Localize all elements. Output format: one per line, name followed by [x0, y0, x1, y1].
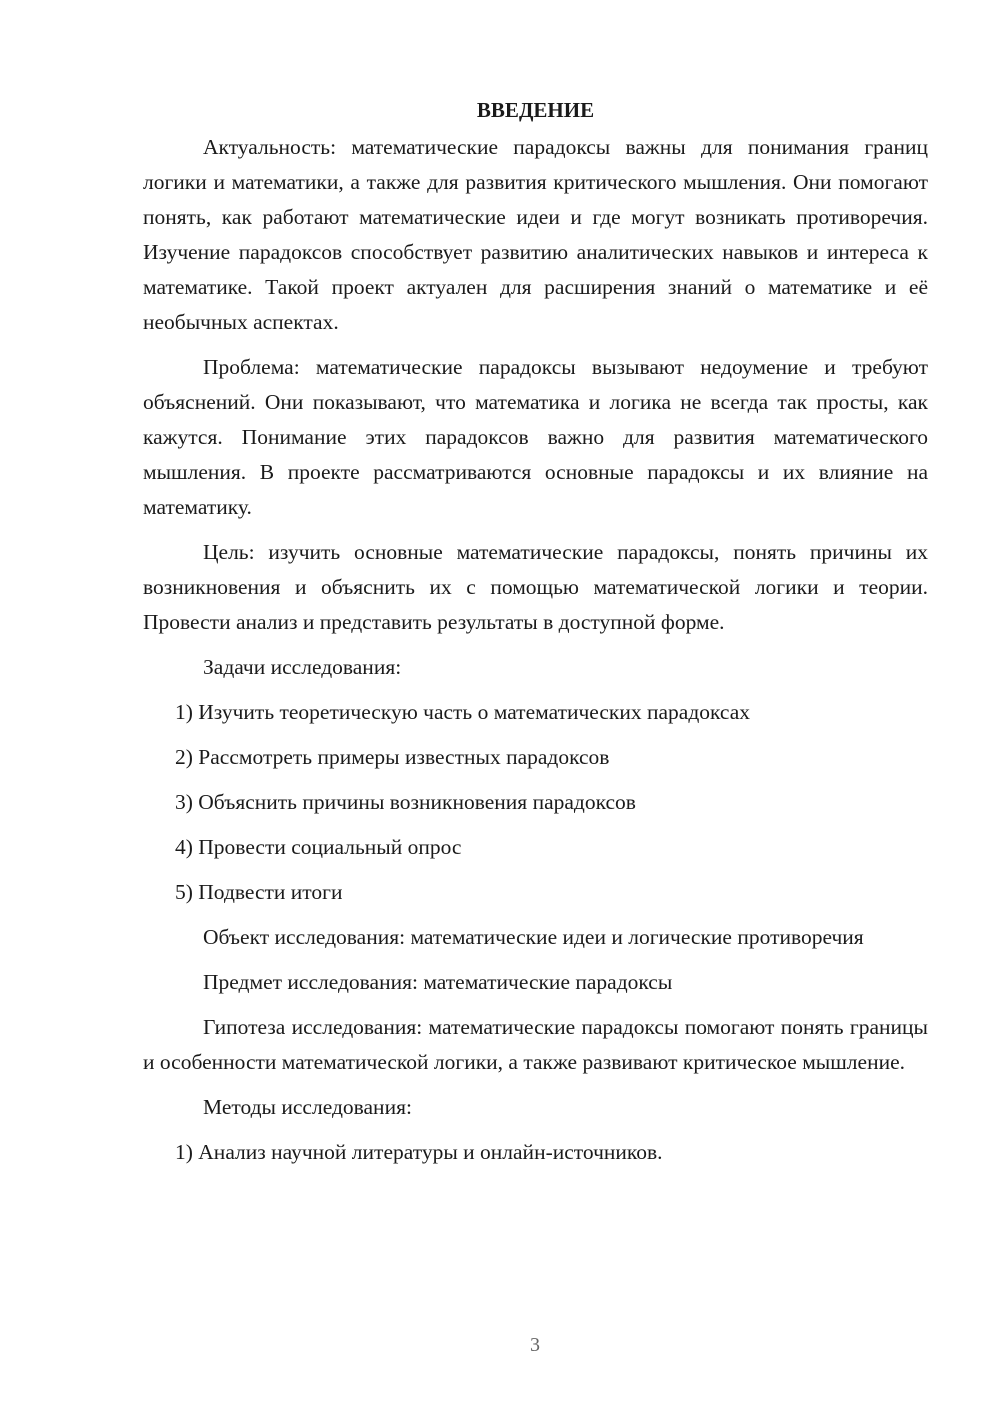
problem-paragraph: Проблема: математические парадоксы вызывают недоумение и требуют объяснений. Они показывают, что математика и логика не всегда так просты, как кажутся. Понимание этих парадоксов важно для развития математического мышления. В проекте рассматриваются основные парадоксы и их влияние на математику. [143, 355, 928, 519]
task-item: 1) Изучить теоретическую часть о математических парадоксах [175, 700, 751, 724]
goal-paragraph: Цель: изучить основные математические парадоксы, понять причины их возникновения и объяснить их с помощью математической логики и теории. Провести анализ и представить результаты в доступной форме. [143, 540, 928, 634]
relevance-paragraph: Актуальность: математические парадоксы важны для понимания границ логики и математики, а также для развития критического мышления. Они помогают понять, как работают математические идеи и где могут возникать противоречия. Изучение парадоксов способствует развитию аналитических навыков и интереса к математике. Такой проект актуален для расширения знаний о математике и её необычных аспектах. [143, 135, 928, 334]
tasks-heading: Задачи исследования: [203, 655, 402, 679]
task-item: 5) Подвести итоги [175, 880, 343, 904]
document-page [143, 92, 928, 1180]
task-item: 3) Объяснить причины возникновения парадоксов [175, 790, 636, 814]
hypothesis-paragraph: Гипотеза исследования: математические парадоксы помогают понять границы и особенности математической логики, а также развивают критическое мышление. [143, 1015, 928, 1074]
methods-heading: Методы исследования: [203, 1095, 412, 1119]
method-item: 1) Анализ научной литературы и онлайн-источников. [175, 1140, 663, 1164]
subject-paragraph: Предмет исследования: математические парадоксы [203, 970, 673, 994]
section-heading: ВВЕДЕНИЕ [476, 98, 595, 122]
object-paragraph: Объект исследования: математические идеи и логические противоречия [203, 925, 864, 949]
task-item: 4) Провести социальный опрос [175, 835, 462, 859]
task-item: 2) Рассмотреть примеры известных парадоксов [175, 745, 610, 769]
page-number: 3 [530, 1334, 540, 1356]
